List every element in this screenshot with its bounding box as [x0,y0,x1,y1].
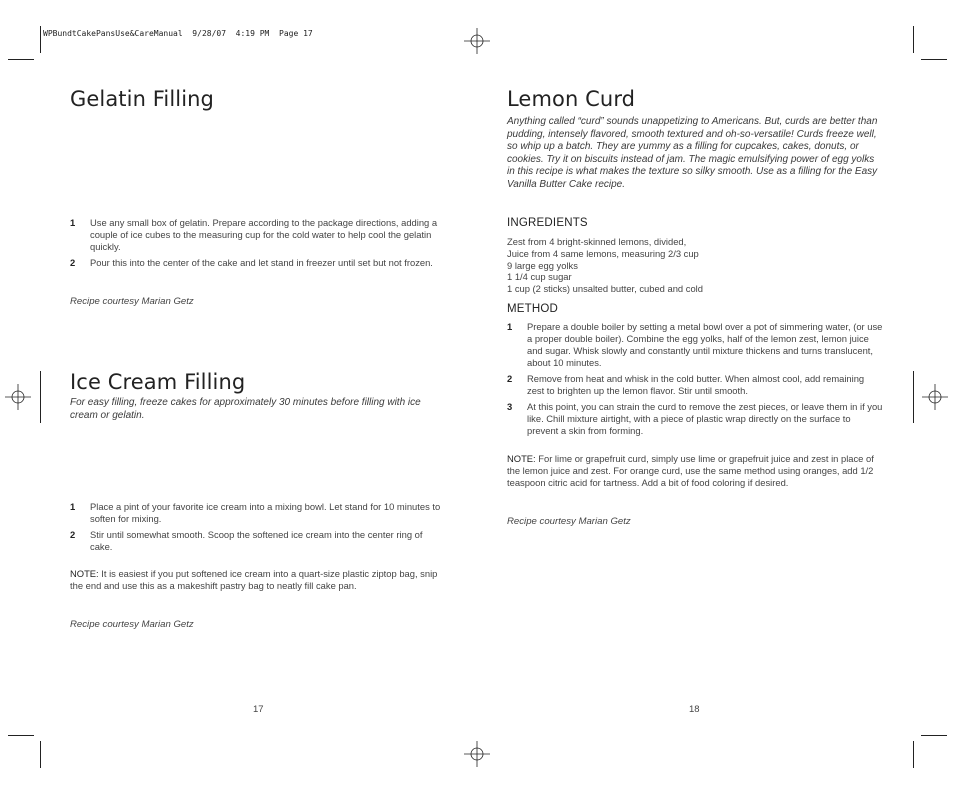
list-item [70,257,442,269]
registration-mark-icon [5,384,31,410]
ingredients-heading: INGREDIENTS [507,217,588,229]
registration-mark-icon [922,384,948,410]
crop-mark [921,59,947,60]
gelatin-section [70,87,442,111]
list-item [507,321,883,369]
icecream-steps [70,501,442,557]
list-item: Zest from 4 bright-skinned lemons, divided, [507,236,687,247]
crop-mark [40,371,41,423]
ingredients-list [507,236,883,295]
lemon-curd-section [507,87,883,191]
crop-mark [913,371,914,423]
crop-mark [40,26,41,53]
crop-mark [8,735,34,736]
lemon-curd-title: Lemon Curd [507,87,636,111]
crop-mark [913,26,914,53]
note-label: NOTE: [507,453,536,464]
icecream-section [70,370,442,422]
list-item [70,501,442,525]
icecream-title: Ice Cream Filling [70,370,246,394]
list-item [507,373,883,397]
step-number: 1 [70,217,76,228]
crop-mark [40,741,41,768]
step-text: At this point, you can strain the curd to remove the zest pieces, or leave them in if you like. Chill mixture airtight, with a piece of plastic wrap directly on the surface to prevent a skin from forming. [527,401,883,436]
step-number: 2 [70,529,76,540]
gelatin-title: Gelatin Filling [70,87,214,111]
page-number-left: 17 [253,704,264,715]
list-item [70,529,442,553]
registration-mark-icon [464,741,490,767]
registration-mark-icon [464,28,490,54]
lemon-curd-note [507,453,883,490]
list-item [70,217,442,253]
list-item [507,401,883,437]
step-number: 3 [507,401,513,412]
page-number-right: 18 [689,704,700,715]
icecream-intro: For easy filling, freeze cakes for approximately 30 minutes before filling with ice cream or gelatin. [70,397,421,421]
icecream-credit: Recipe courtesy Marian Getz [70,619,194,630]
print-slug: WPBundtCakePansUse&CareManual 9/28/07 4:19 PM Page 17 [43,29,313,38]
method-heading: METHOD [507,303,559,315]
list-item: 9 large egg yolks [507,259,578,271]
gelatin-credit: Recipe courtesy Marian Getz [70,296,194,307]
step-number: 2 [70,257,76,268]
crop-mark [8,59,34,60]
step-text: Prepare a double boiler by setting a metal bowl over a pot of simmering water, (or use a proper double boiler). Combine the egg yolks, half of the lemon zest, lemon juice and sugar. Whisk slowly and constantly until mixture thickens and turns translucent, about 10 minutes. [527,321,883,368]
note-text: It is easiest if you put softened ice cream into a quart-size plastic ziptop bag, snip the end and use this as a makeshift pastry bag to neatly fill cake pan. [70,568,438,592]
step-text: Place a pint of your favorite ice cream into a mixing bowl. Let stand for 10 minutes to soften for mixing. [90,501,441,524]
crop-mark [921,735,947,736]
lemon-curd-credit: Recipe courtesy Marian Getz [507,516,631,527]
list-item: 1 1/4 cup sugar [507,271,572,283]
note-text: For lime or grapefruit curd, simply use lime or grapefruit juice and zest in place of the lemon juice and zest. For orange curd, use the same method using oranges, add 1/2 teaspoon citric acid for tartness. Add a bit of food coloring if desired. [507,453,874,489]
note-label: NOTE: [70,568,99,579]
step-text: Pour this into the center of the cake and let stand in freezer until set but not frozen. [90,257,433,268]
icecream-note [70,568,442,592]
step-number: 1 [507,321,513,332]
step-text: Stir until somewhat smooth. Scoop the softened ice cream into the center ring of cake. [90,529,423,552]
gelatin-steps [70,217,442,273]
step-number: 1 [70,501,76,512]
lemon-curd-intro: Anything called “curd” sounds unappetizing to Americans. But, curds are better than pudding, intensely flavored, smooth textured and oh-so-versatile! Curds freeze well, so whip up a batch. They are yummy as a filling for cupcakes, cakes, donuts, or cookies. Try it on biscuits instead of jam. The magic emulsifying power of egg yolks in this recipe is what makes the texture so silky smooth. Use as a filling for the Easy Vanilla Butter Cake recipe. [507,116,878,190]
step-text: Remove from heat and whisk in the cold butter. When almost cool, add remaining zest to brighten up the lemon flavor. Stir until smooth. [527,373,865,396]
list-item: Juice from 4 same lemons, measuring 2/3 cup [507,247,699,259]
step-text: Use any small box of gelatin. Prepare according to the package directions, adding a couple of ice cubes to the measuring cup for the cold water to help cool the gelatin quickly. [90,217,438,252]
crop-mark [913,741,914,768]
method-steps [507,321,883,441]
step-number: 2 [507,373,513,384]
list-item: 1 cup (2 sticks) unsalted butter, cubed and cold [507,283,703,295]
